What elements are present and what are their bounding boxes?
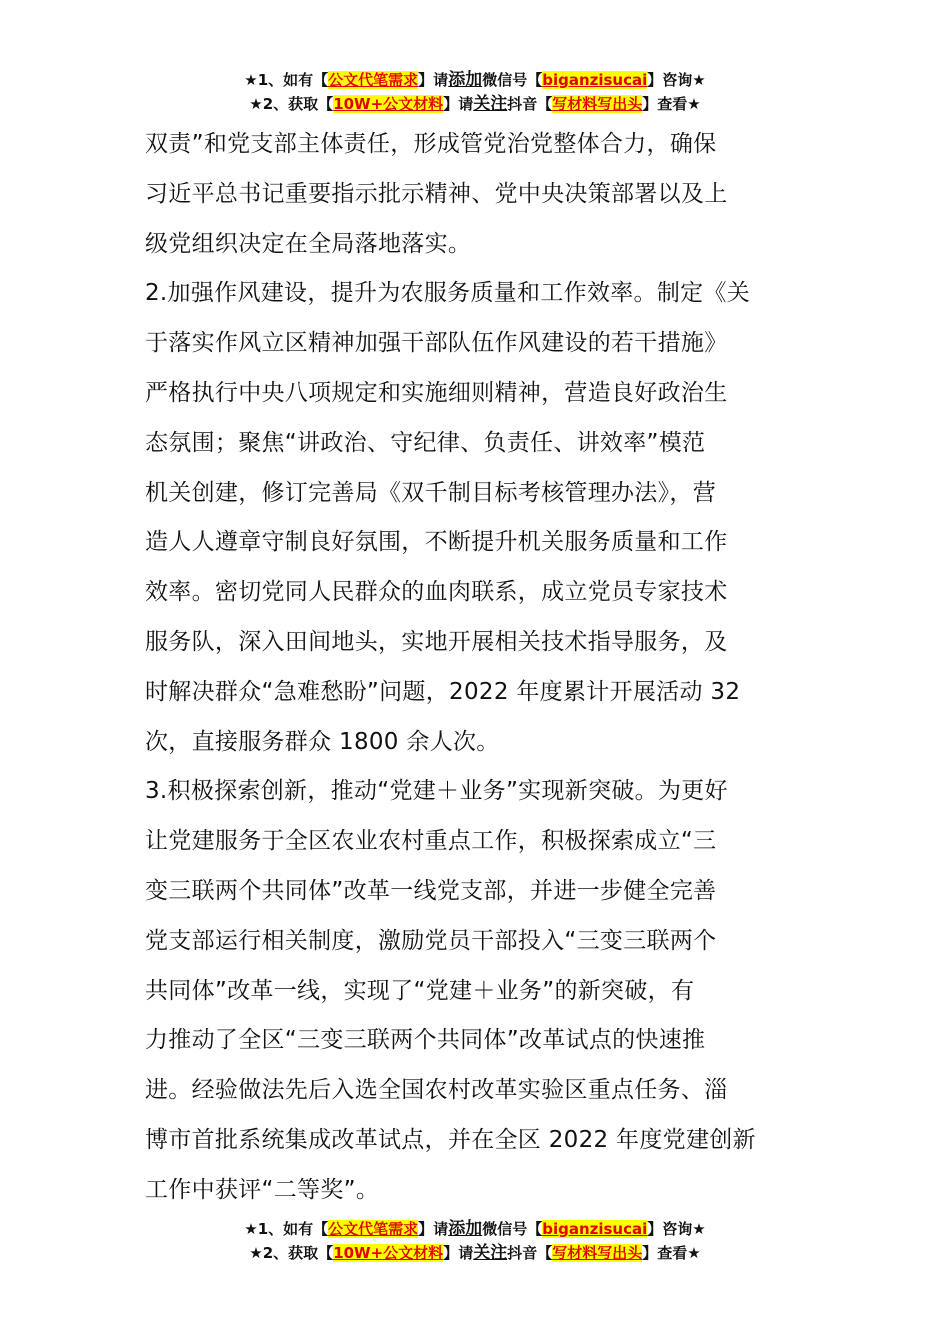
- text-line: 严格执行中央八项规定和实施细则精神，营造良好政治生: [145, 379, 728, 406]
- banner-line-2: [0, 92, 950, 116]
- text: ★2、获取【: [249, 95, 334, 113]
- text: 抖音【: [507, 1244, 553, 1262]
- highlight: 10W+公文材料: [333, 95, 444, 113]
- text-line: 2.加强作风建设，提升为农服务质量和工作效率。制定《关: [145, 280, 751, 307]
- text: 】请: [418, 71, 449, 89]
- douyin-id: 写材料写出头: [552, 1244, 643, 1262]
- text: ★1、如有【: [244, 71, 329, 89]
- text-line: 服务队，深入田间地头，实地开展相关技术指导服务，及: [145, 628, 728, 655]
- text: 微信号【: [482, 71, 543, 89]
- text: ★2、获取【: [249, 1244, 334, 1262]
- text-line: 效率。密切党同人民群众的血肉联系，成立党员专家技术: [145, 579, 728, 606]
- text-line: 态氛围；聚焦“讲政治、守纪律、负责任、讲效率”模范: [145, 429, 706, 456]
- douyin-id: 写材料写出头: [552, 95, 643, 113]
- text: 】请: [443, 1244, 474, 1262]
- wechat-id: biganzisucai: [542, 71, 648, 89]
- text-line: 进。经验做法先后入选全国农村改革实验区重点任务、淄: [145, 1077, 728, 1104]
- banner-line-1: [0, 1217, 950, 1241]
- text: 】咨询★: [647, 1220, 706, 1238]
- highlight: 公文代笔需求: [328, 71, 419, 89]
- underlined-text: 添加: [448, 70, 483, 90]
- banner-line-2: [0, 1241, 950, 1265]
- text: 】请: [418, 1220, 449, 1238]
- text-line: 机关创建，修订完善局《双千制目标考核管理办法》，营: [145, 479, 716, 506]
- highlight: 公文代笔需求: [328, 1220, 419, 1238]
- text: 】咨询★: [647, 71, 706, 89]
- underlined-text: 关注: [473, 94, 508, 114]
- bottom-banner: [0, 1217, 950, 1265]
- text-line: 时解决群众“急难愁盼”问题，2022 年度累计开展活动 32: [145, 678, 741, 705]
- underlined-text: 关注: [473, 1243, 508, 1263]
- text: 】查看★: [642, 1244, 701, 1262]
- text-line: 于落实作风立区精神加强干部队伍作风建设的若干措施》: [145, 330, 728, 357]
- underlined-text: 添加: [448, 1219, 483, 1239]
- wechat-id: biganzisucai: [542, 1220, 648, 1238]
- text-line: 3.积极探索创新，推动“党建＋业务”实现新突破。为更好: [145, 778, 728, 805]
- banner-line-1: [0, 68, 950, 92]
- text-line: 力推动了全区“三变三联两个共同体”改革试点的快速推: [145, 1027, 706, 1054]
- text-line: 共同体”改革一线，实现了“党建＋业务”的新突破，有: [145, 977, 695, 1004]
- text-line: 变三联两个共同体”改革一线党支部，并进一步健全完善: [145, 877, 717, 904]
- text-line: 工作中获评“二等奖”。: [145, 1176, 380, 1203]
- text-line: 双责”和党支部主体责任，形成管党治党整体合力，确保: [145, 131, 717, 157]
- text-line: 级党组织决定在全局落地落实。: [145, 230, 472, 257]
- text-line: 次，直接服务群众 1800 余人次。: [145, 728, 500, 755]
- text-line: 让党建服务于全区农业农村重点工作，积极探索成立“三: [145, 828, 717, 855]
- text: ★1、如有【: [244, 1220, 329, 1238]
- document-body: [145, 120, 815, 1216]
- text-line: 党支部运行相关制度，激励党员干部投入“三变三联两个: [145, 927, 717, 954]
- highlight: 10W+公文材料: [333, 1244, 444, 1262]
- text: 抖音【: [507, 95, 553, 113]
- top-banner: [0, 68, 950, 116]
- text-line: 博市首批系统集成改革试点，并在全区 2022 年度党建创新: [145, 1126, 756, 1153]
- text-line: 习近平总书记重要指示批示精神、党中央决策部署以及上: [145, 180, 728, 207]
- text: 】查看★: [642, 95, 701, 113]
- text-line: 造人人遵章守制良好氛围，不断提升机关服务质量和工作: [145, 529, 728, 556]
- text: 】请: [443, 95, 474, 113]
- text: 微信号【: [482, 1220, 543, 1238]
